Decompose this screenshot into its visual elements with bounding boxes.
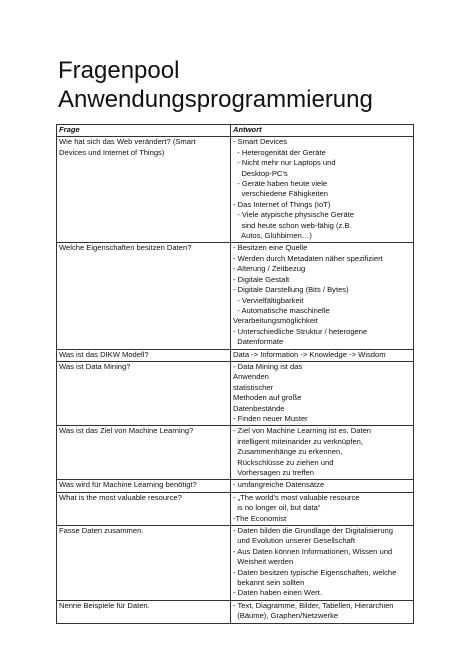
- answer-cell: [231, 600, 414, 623]
- title-line-1: Fragenpool: [58, 57, 180, 84]
- answer-cell: [231, 426, 414, 480]
- answer-line: - Vervielfältigbarkeit: [233, 295, 304, 305]
- answer-line: verschiedene Fähigkeiten: [233, 189, 328, 199]
- answer-cell: [231, 361, 414, 425]
- answer-line: intelligent miteinander zu verknüpfen,: [233, 436, 364, 446]
- answer-line: Rückschlüsse zu ziehen und: [233, 457, 334, 467]
- answer-line: is no longer oil, but data“: [233, 503, 321, 513]
- answer-line: - Alterung / Zeitbezug: [233, 264, 306, 274]
- table-row: [57, 480, 414, 492]
- question-table: [56, 124, 414, 624]
- table-row: [57, 600, 414, 623]
- answer-line: Zusammenhänge zu erkennen,: [233, 447, 343, 457]
- answer-line: (Bäume), Graphen/Netzwerke: [233, 611, 339, 621]
- answer-line: - Daten haben einen Wert.: [233, 588, 322, 598]
- table-row: [57, 243, 414, 349]
- answer-line: - Automatische maschinelle: [233, 305, 330, 315]
- answer-cell: [231, 349, 414, 361]
- answer-cell: [231, 492, 414, 525]
- answer-line: - Text, Diagramme, Bilder, Tabellen, Hierarchien: [233, 600, 394, 610]
- answer-cell: [231, 243, 414, 349]
- question-cell: [57, 426, 231, 480]
- table-row: [57, 526, 414, 601]
- answer-line: - Smart Devices: [233, 137, 288, 147]
- answer-line: - Besitzen eine Quelle: [233, 243, 308, 253]
- question-cell: [57, 492, 231, 525]
- answer-line: und Evolution unserer Gesellschaft: [233, 536, 355, 546]
- question-cell: [57, 243, 231, 349]
- table-header-row: [57, 125, 414, 137]
- question-cell: [57, 526, 231, 601]
- answer-line: - Viele atypische physische Geräte: [233, 210, 354, 220]
- answer-line: - Daten bilden die Grundlage der Digitalisierung: [233, 526, 393, 536]
- answer-line: - Nicht mehr nur Laptops und: [233, 158, 336, 168]
- table-row: [57, 492, 414, 525]
- answer-line: -The Economist: [233, 513, 287, 523]
- answer-cell: [231, 137, 414, 243]
- answer-line: Vorhersagen zu treffen: [233, 468, 314, 477]
- answer-line: - Daten besitzen typische Eigenschaften, welche: [233, 567, 397, 577]
- question-line: Fasse Daten zusammen.: [59, 526, 144, 536]
- question-line: Was ist das Ziel von Machine Learning?: [59, 426, 194, 436]
- answer-cell: [231, 480, 414, 492]
- header-antwort: Antwort: [231, 125, 414, 137]
- question-line: Devices und Internet of Things): [59, 147, 165, 157]
- header-frage: Frage: [57, 125, 231, 137]
- question-line: Was wird für Machine Learning benötigt?: [59, 480, 197, 490]
- answer-line: Weisheit werden: [233, 557, 294, 567]
- answer-line: Verarbeitungsmöglichkeit: [233, 316, 318, 326]
- question-line: Nenne Beispiele für Daten.: [59, 600, 150, 610]
- question-cell: [57, 349, 231, 361]
- answer-line: - „The world’s most valuable resource: [233, 492, 360, 502]
- answer-line: - Unterschiedliche Struktur / heterogene: [233, 326, 368, 336]
- question-line: What is the most valuable resource?: [59, 492, 182, 502]
- answer-line: - Finden neuer Muster: [233, 413, 308, 423]
- answer-line: - Digitale Darstellung (Bits / Bytes): [233, 285, 349, 295]
- document-title: [58, 56, 373, 114]
- answer-line: Desktop-PC’s: [233, 168, 288, 178]
- question-cell: [57, 480, 231, 492]
- answer-line: Datenbestände: [233, 403, 285, 413]
- answer-line: bekannt sein sollten: [233, 578, 305, 588]
- table-row: [57, 349, 414, 361]
- title-line-2: Anwendungsprogrammierung: [58, 86, 373, 113]
- question-line: Welche Eigenschaften besitzen Daten?: [59, 243, 192, 253]
- table-row: [57, 361, 414, 425]
- answer-line: Data -> Information -> Knowledge -> Wisdom: [233, 349, 386, 359]
- question-line: Was ist das DIKW Modell?: [59, 349, 149, 359]
- answer-line: Methoden auf große: [233, 393, 302, 403]
- question-line: Wie hat sich das Web verändert? (Smart: [59, 137, 196, 147]
- table-row: [57, 137, 414, 243]
- answer-cell: [231, 526, 414, 601]
- answer-line: - Werden durch Metadaten näher spezifiziert: [233, 253, 383, 263]
- answer-line: sind heute schon web-fähig (z.B.: [233, 220, 352, 230]
- answer-line: - Das Internet of Things (IoT): [233, 199, 331, 209]
- question-cell: [57, 361, 231, 425]
- question-line: Was ist Data Mining?: [59, 361, 131, 371]
- question-cell: [57, 600, 231, 623]
- answer-line: - Data Mining ist das: [233, 361, 303, 371]
- answer-line: Autos, Glühbirnen…): [233, 231, 312, 241]
- table-row: [57, 426, 414, 480]
- answer-line: - Digitale Gestalt: [233, 274, 290, 284]
- answer-line: - umfangreiche Datensätze: [233, 480, 325, 490]
- question-cell: [57, 137, 231, 243]
- answer-line: - Aus Daten können Informationen, Wissen und: [233, 546, 393, 556]
- answer-line: statistischer: [233, 382, 274, 392]
- answer-line: - Ziel von Machine Learning ist es, Daten: [233, 426, 372, 436]
- answer-line: Anwenden: [233, 372, 269, 382]
- answer-line: - Heterogenität der Geräte: [233, 147, 326, 157]
- answer-line: Datenformate: [233, 337, 284, 347]
- table-body: [57, 137, 414, 623]
- answer-line: - Geräte haben heute viele: [233, 179, 328, 189]
